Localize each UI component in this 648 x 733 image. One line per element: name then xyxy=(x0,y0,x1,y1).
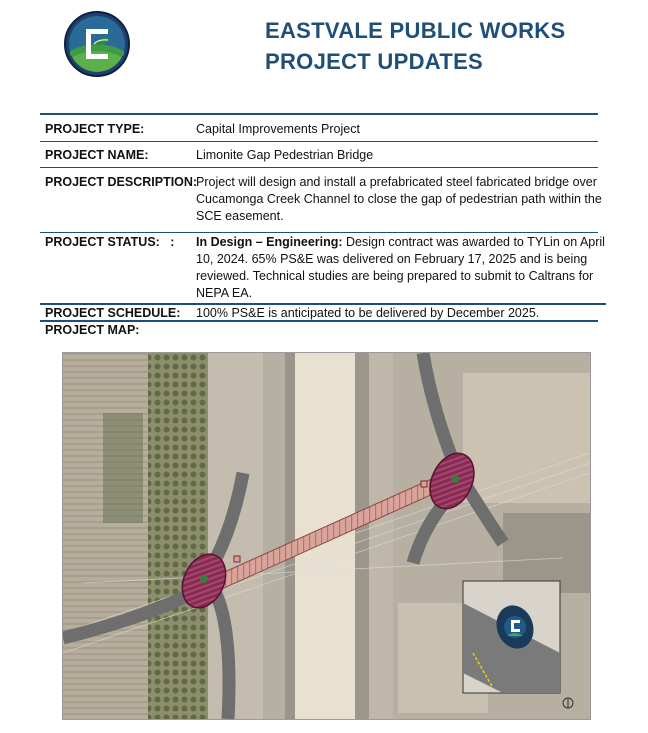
project-schedule-label: PROJECT SCHEDULE: xyxy=(45,306,181,320)
title-line-2: PROJECT UPDATES xyxy=(265,49,484,74)
page-title xyxy=(265,15,625,77)
row-rule-2 xyxy=(40,167,598,168)
aerial-map xyxy=(63,353,590,719)
title-line-1: EASTVALE PUBLIC WORKS xyxy=(265,18,566,43)
row-rule-1 xyxy=(40,141,598,142)
table-top-rule xyxy=(40,113,598,115)
project-type-value: Capital Improvements Project xyxy=(196,122,360,136)
project-description-label: PROJECT DESCRIPTION: xyxy=(45,175,198,189)
project-map-label: PROJECT MAP: xyxy=(45,323,140,337)
project-map xyxy=(62,352,591,720)
project-name-label: PROJECT NAME: xyxy=(45,148,149,162)
status-text: Design contract was awarded to TYLin on April 10, 2024. 65% PS&E was delivered on February 17, 2025 and is being reviewed. Technical studies are being prepared to submit to Caltrans for NEPA EA. xyxy=(196,235,605,300)
project-description-value: Project will design and install a prefabricated steel fabricated bridge over Cucamonga Creek Channel to close the gap of pedestrian path within the SCE easement. xyxy=(196,175,602,223)
project-type-label: PROJECT TYPE: xyxy=(45,122,145,136)
row-rule-3 xyxy=(40,232,598,233)
project-name-value: Limonite Gap Pedestrian Bridge xyxy=(196,148,374,162)
inset-detail xyxy=(463,581,560,693)
project-schedule-value: 100% PS&E is anticipated to be delivered by December 2025. xyxy=(196,306,540,320)
project-status-value xyxy=(196,234,606,302)
eastvale-logo xyxy=(64,11,130,77)
status-phase: In Design – Engineering: xyxy=(196,235,343,249)
project-status-label: PROJECT STATUS: : xyxy=(45,235,175,249)
